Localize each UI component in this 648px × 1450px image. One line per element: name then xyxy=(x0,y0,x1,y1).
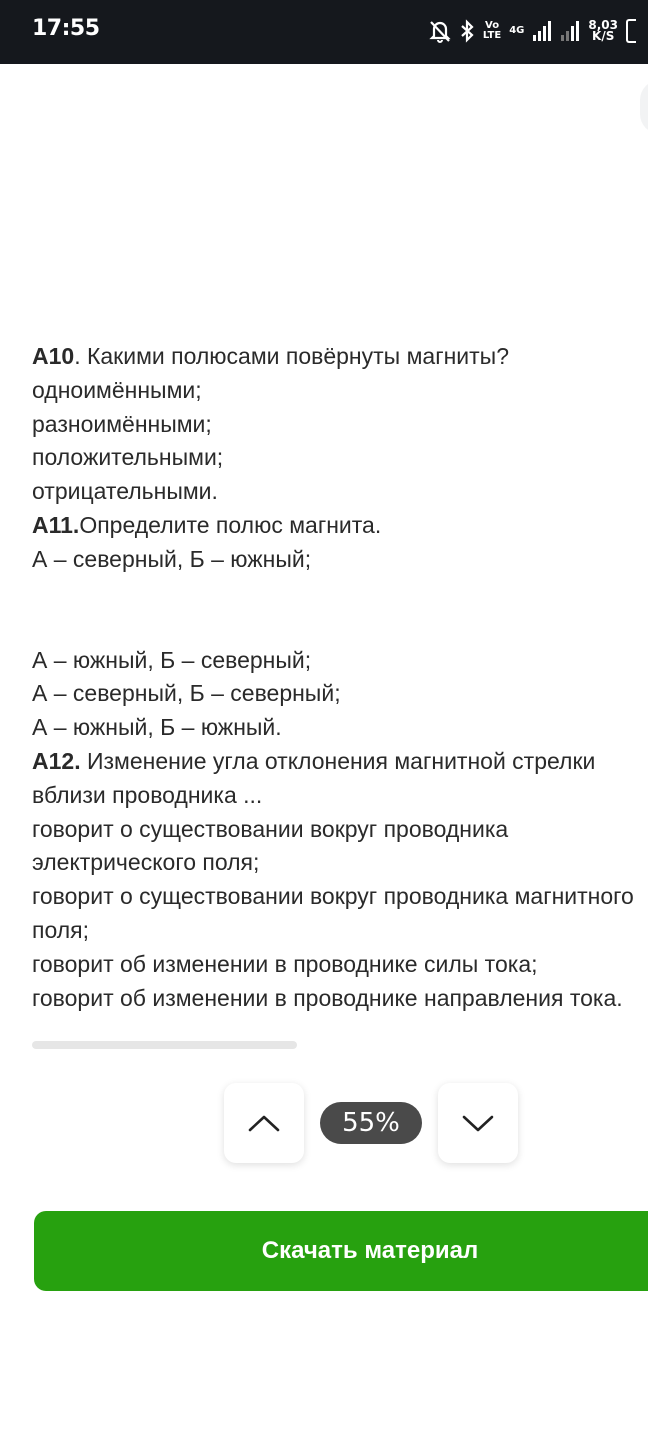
answer-option: А – южный, Б – южный. xyxy=(32,714,282,741)
document-text xyxy=(32,340,648,1015)
volte-bottom-label: LTE xyxy=(482,30,502,41)
chevron-up-icon xyxy=(247,1113,281,1133)
question-a12 xyxy=(32,745,648,813)
network-speed-unit: K/S xyxy=(592,29,615,43)
question-a10-text: . Какими полюсами повёрнуты магниты? xyxy=(74,343,509,369)
notifications-off-icon xyxy=(429,19,451,43)
question-a10 xyxy=(32,340,648,374)
volte-top-label: Vo xyxy=(485,20,500,31)
battery-icon xyxy=(626,19,636,43)
download-material-label: Скачать материал xyxy=(261,1237,479,1264)
question-a12-text: Изменение угла отклонения магнитной стрелки вблизи проводника ... xyxy=(32,747,596,808)
horizontal-scrollbar[interactable] xyxy=(32,1041,297,1049)
question-a10-label: A10 xyxy=(32,343,75,369)
missing-image-space xyxy=(32,577,648,644)
chevron-down-icon xyxy=(461,1113,495,1133)
signal-strength-sim2-icon xyxy=(560,20,580,42)
signal-strength-icon xyxy=(532,20,552,42)
answer-option: положительными; xyxy=(32,444,224,471)
status-icons xyxy=(429,14,636,48)
volte-indicator xyxy=(483,21,501,41)
answer-option: говорит о существовании вокруг проводника электрического поля; xyxy=(32,815,509,876)
network-speed xyxy=(588,20,618,42)
status-time: 17:55 xyxy=(32,16,100,41)
answer-option: А – северный, Б – южный; xyxy=(32,545,312,572)
answer-option: говорит об изменении в проводнике силы тока; xyxy=(32,950,538,977)
question-a11-label: А11. xyxy=(32,511,80,538)
answer-option: А – северный, Б – северный; xyxy=(32,680,341,707)
network-speed-value: 8,03 xyxy=(588,18,618,32)
download-material-button[interactable] xyxy=(34,1211,648,1291)
zoom-level-indicator: 55% xyxy=(320,1102,422,1144)
previous-page-button[interactable] xyxy=(224,1083,304,1163)
network-type: 4G xyxy=(509,25,525,36)
answer-option: одноимёнными; xyxy=(32,376,202,403)
status-bar xyxy=(0,0,648,64)
answer-option: отрицательными. xyxy=(32,478,218,505)
bluetooth-icon xyxy=(459,19,475,43)
answer-option: А – южный, Б – северный; xyxy=(32,646,312,673)
answer-option: говорит об изменении в проводнике направления тока. xyxy=(32,984,623,1011)
next-page-button[interactable] xyxy=(438,1083,518,1163)
question-a12-label: А12. xyxy=(32,747,81,774)
question-a11-text: Определите полюс магнита. xyxy=(79,511,382,538)
question-a11 xyxy=(32,509,648,543)
answer-option: говорит о существовании вокруг проводника магнитного поля; xyxy=(32,883,634,943)
answer-option: разноимёнными; xyxy=(32,410,212,437)
